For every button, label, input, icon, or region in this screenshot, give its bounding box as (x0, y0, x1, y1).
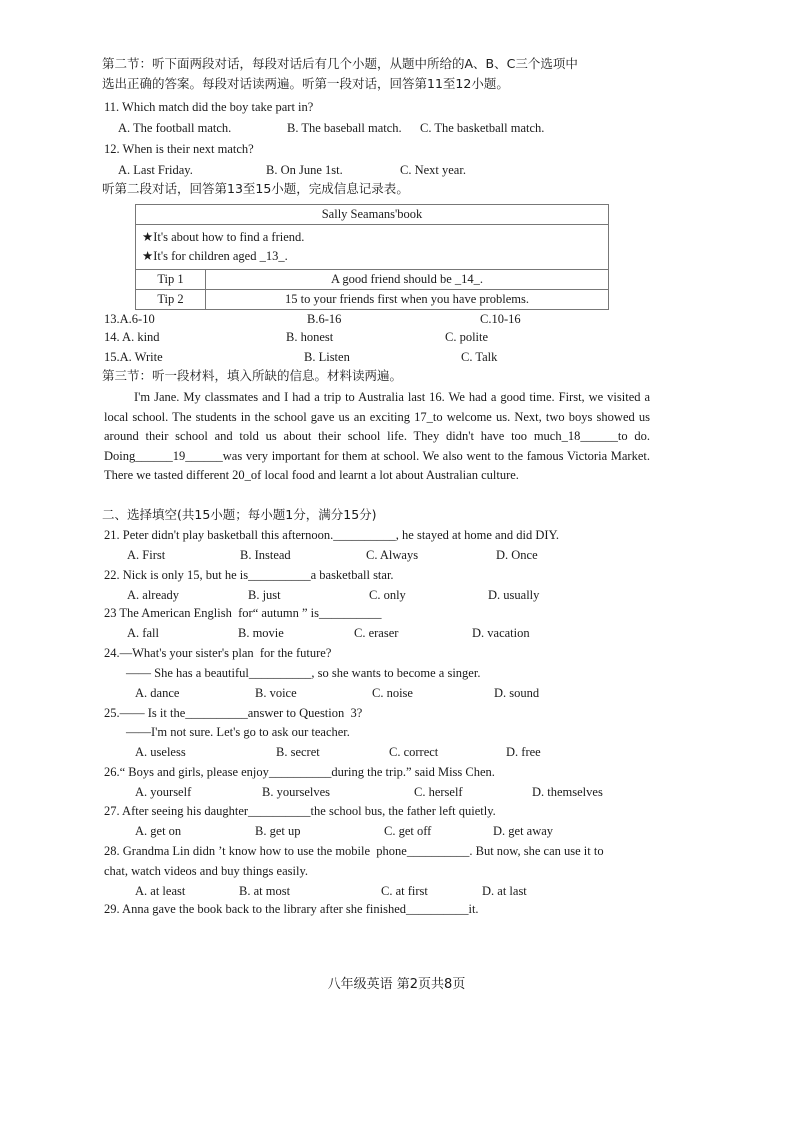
question-27-option-a[interactable]: A. get on (135, 824, 182, 838)
question-27-stem: 27. After seeing his daughter__________the school bus, the father left quietly. (104, 804, 496, 818)
question-28-option-c[interactable]: C. at first (381, 884, 428, 898)
question-14-option-b[interactable]: B. honest (286, 330, 334, 344)
question-24-option-b[interactable]: B. voice (255, 686, 297, 700)
question-28-option-b[interactable]: B. at most (239, 884, 291, 898)
question-27-option-b[interactable]: B. get up (255, 824, 301, 838)
question-25-option-a[interactable]: A. useless (135, 745, 186, 759)
table-title: Sally Seamans'book (136, 205, 609, 225)
question-24-option-a[interactable]: A. dance (135, 686, 180, 700)
question-27-option-d[interactable]: D. get away (493, 824, 554, 838)
question-22-stem: 22. Nick is only 15, but he is__________a basketball star. (104, 568, 394, 582)
question-28-stem-continued: chat, watch videos and buy things easily. (104, 864, 309, 878)
question-12-option-b[interactable]: B. On June 1st. (266, 163, 343, 177)
question-26-option-c[interactable]: C. herself (414, 785, 463, 799)
question-28-stem: 28. Grandma Lin didn ’t know how to use the mobile phone__________. But now, she can use it to (104, 844, 604, 858)
page-footer: 八年级英语 第2页共8页 (327, 977, 466, 992)
question-23-option-d[interactable]: D. vacation (472, 626, 530, 640)
question-25-stem: 25.—— Is it the__________answer to Question 3? (104, 706, 363, 720)
question-12-option-c[interactable]: C. Next year. (400, 163, 466, 177)
question-25-reply: ——I'm not sure. Let's go to ask our teacher. (126, 725, 350, 739)
section3-header: 第三节：听一段材料，填入所缺的信息。材料读两遍。 (102, 368, 403, 383)
tip2-label: Tip 2 (136, 290, 206, 310)
question-21-option-b[interactable]: B. Instead (240, 548, 291, 562)
question-21-option-d[interactable]: D. Once (496, 548, 538, 562)
question-15-option-b[interactable]: B. Listen (304, 350, 350, 364)
question-11-option-b[interactable]: B. The baseball match. (287, 121, 402, 135)
question-24-option-d[interactable]: D. sound (494, 686, 540, 700)
question-25-option-b[interactable]: B. secret (276, 745, 320, 759)
question-23-option-c[interactable]: C. eraser (354, 626, 399, 640)
tip1-label: Tip 1 (136, 270, 206, 290)
table-bullet-2: ★It's for children aged _13_. (142, 249, 288, 263)
part2-header: 二、选择填空(共15小题；每小题1分，满分15分) (102, 507, 377, 522)
question-23-option-a[interactable]: A. fall (127, 626, 159, 640)
question-15-option-a[interactable]: 15.A. Write (104, 350, 163, 364)
tip1-text: A good friend should be _14_. (206, 270, 609, 290)
question-25-option-c[interactable]: C. correct (389, 745, 439, 759)
question-22-option-b[interactable]: B. just (248, 588, 281, 602)
section2-header-line1: 第二节：听下面两段对话，每段对话后有几个小题，从题中所给的A、B、C三个选项中 (102, 56, 578, 71)
question-24-option-c[interactable]: C. noise (372, 686, 413, 700)
question-13-option-a[interactable]: 13.A.6-10 (104, 312, 155, 326)
info-record-table (135, 204, 609, 310)
question-23-stem: 23 The American English for“ autumn ” is__________ (104, 606, 382, 620)
question-26-option-a[interactable]: A. yourself (135, 785, 192, 799)
question-26-option-d[interactable]: D. themselves (532, 785, 603, 799)
question-22-option-d[interactable]: D. usually (488, 588, 540, 602)
question-11-stem: 11. Which match did the boy take part in? (104, 100, 314, 114)
question-14-option-c[interactable]: C. polite (445, 330, 489, 344)
tip2-text: 15 to your friends first when you have problems. (206, 290, 609, 310)
question-24-stem: 24.—What's your sister's plan for the future? (104, 646, 332, 660)
question-28-option-a[interactable]: A. at least (135, 884, 186, 898)
question-15-option-c[interactable]: C. Talk (461, 350, 498, 364)
section2-header-line2: 选出正确的答案。每段对话读两遍。听第一段对话，回答第11至12小题。 (102, 76, 509, 91)
table-bullet-1: ★It's about how to find a friend. (142, 230, 305, 244)
question-29-stem: 29. Anna gave the book back to the library after she finished__________it. (104, 902, 479, 916)
question-25-option-d[interactable]: D. free (506, 745, 541, 759)
question-11-option-c[interactable]: C. The basketball match. (420, 121, 545, 135)
question-21-stem: 21. Peter didn't play basketball this afternoon.__________, he stayed at home and did DIY. (104, 528, 560, 542)
question-13-option-b[interactable]: B.6-16 (307, 312, 342, 326)
question-24-reply: —— She has a beautiful__________, so she wants to become a singer. (126, 666, 481, 680)
question-12-stem: 12. When is their next match? (104, 142, 254, 156)
question-26-option-b[interactable]: B. yourselves (262, 785, 331, 799)
question-12-option-a[interactable]: A. Last Friday. (118, 163, 193, 177)
question-26-stem: 26.“ Boys and girls, please enjoy__________during the trip.” said Miss Chen. (104, 765, 495, 779)
question-27-option-c[interactable]: C. get off (384, 824, 432, 838)
question-13-option-c[interactable]: C.10-16 (480, 312, 521, 326)
question-14-option-a[interactable]: 14. A. kind (104, 330, 160, 344)
question-21-option-c[interactable]: C. Always (366, 548, 419, 562)
question-22-option-a[interactable]: A. already (127, 588, 180, 602)
section3-passage: I'm Jane. My classmates and I had a trip to Australia last 16. We had a good time. First, we visited a local school. The students in the school gave us an exciting 17_to welcome us. Next, two boys showed us around their school and told us about their school life. They didn't have too much_18______to do. Doing______19______was very important for them at school. We also went to the famous Victoria Market. There we tasted different 20_of local food and learnt a lot about Australian culture. (104, 390, 650, 483)
question-28-option-d[interactable]: D. at last (482, 884, 527, 898)
dialog2-intro: 听第二段对话，回答第13至15小题，完成信息记录表。 (102, 181, 409, 196)
question-11-option-a[interactable]: A. The football match. (118, 121, 232, 135)
question-23-option-b[interactable]: B. movie (238, 626, 284, 640)
question-21-option-a[interactable]: A. First (127, 548, 166, 562)
question-22-option-c[interactable]: C. only (369, 588, 406, 602)
table-bullets (136, 225, 609, 270)
